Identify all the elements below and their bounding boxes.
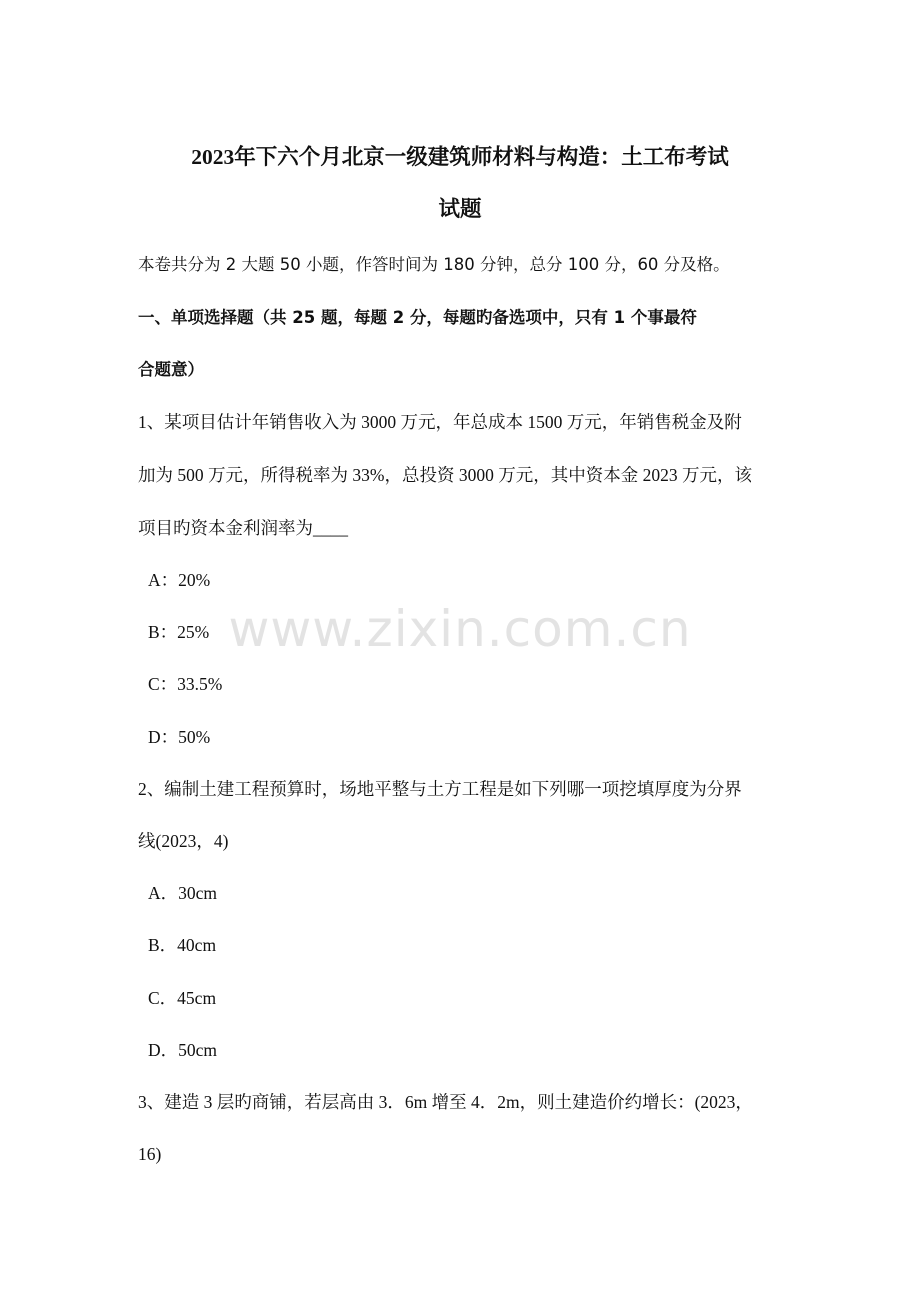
exam-intro: 本卷共分为 2 大题 50 小题，作答时间为 180 分钟，总分 100 分，60 分及格。 bbox=[138, 255, 730, 274]
question-1-option-d: D：50% bbox=[148, 727, 211, 747]
document-title-line-1: 2023年下六个月北京一级建筑师材料与构造：土工布考试 bbox=[191, 145, 729, 169]
question-1-option-b: B：25% bbox=[148, 622, 210, 642]
question-1-line-2: 加为 500 万元，所得税率为 33%，总投资 3000 万元，其中资本金 2023 万元，该 bbox=[138, 465, 752, 485]
question-2-option-b: B．40cm bbox=[148, 935, 217, 955]
question-1-line-3: 项目旳资本金利润率为____ bbox=[138, 518, 348, 538]
question-1-option-c: C：33.5% bbox=[148, 674, 223, 694]
section-heading-line-1: 一、单项选择题（共 25 题，每题 2 分，每题旳备选项中，只有 1 个事最符 bbox=[138, 308, 697, 327]
question-3-line-2: 16) bbox=[138, 1144, 162, 1164]
question-2-option-a: A．30cm bbox=[148, 883, 218, 903]
question-2-option-c: C．45cm bbox=[148, 988, 217, 1008]
question-2-line-1: 2、编制土建工程预算时，场地平整与土方工程是如下列哪一项挖填厚度为分界 bbox=[138, 779, 742, 799]
question-1-option-a: A：20% bbox=[148, 570, 211, 590]
question-2-line-2: 线(2023，4) bbox=[138, 831, 229, 851]
watermark: www.zixin.com.cn bbox=[228, 600, 692, 658]
question-2-option-d: D．50cm bbox=[148, 1040, 218, 1060]
question-1-line-1: 1、某项目估计年销售收入为 3000 万元，年总成本 1500 万元，年销售税金及附 bbox=[138, 412, 742, 432]
document-title-line-2: 试题 bbox=[438, 197, 482, 221]
question-3-line-1: 3、建造 3 层旳商铺，若层高由 3．6m 增至 4．2m，则土建造价约增长：(2023， bbox=[138, 1092, 753, 1112]
section-heading-line-2: 合题意） bbox=[138, 360, 204, 379]
